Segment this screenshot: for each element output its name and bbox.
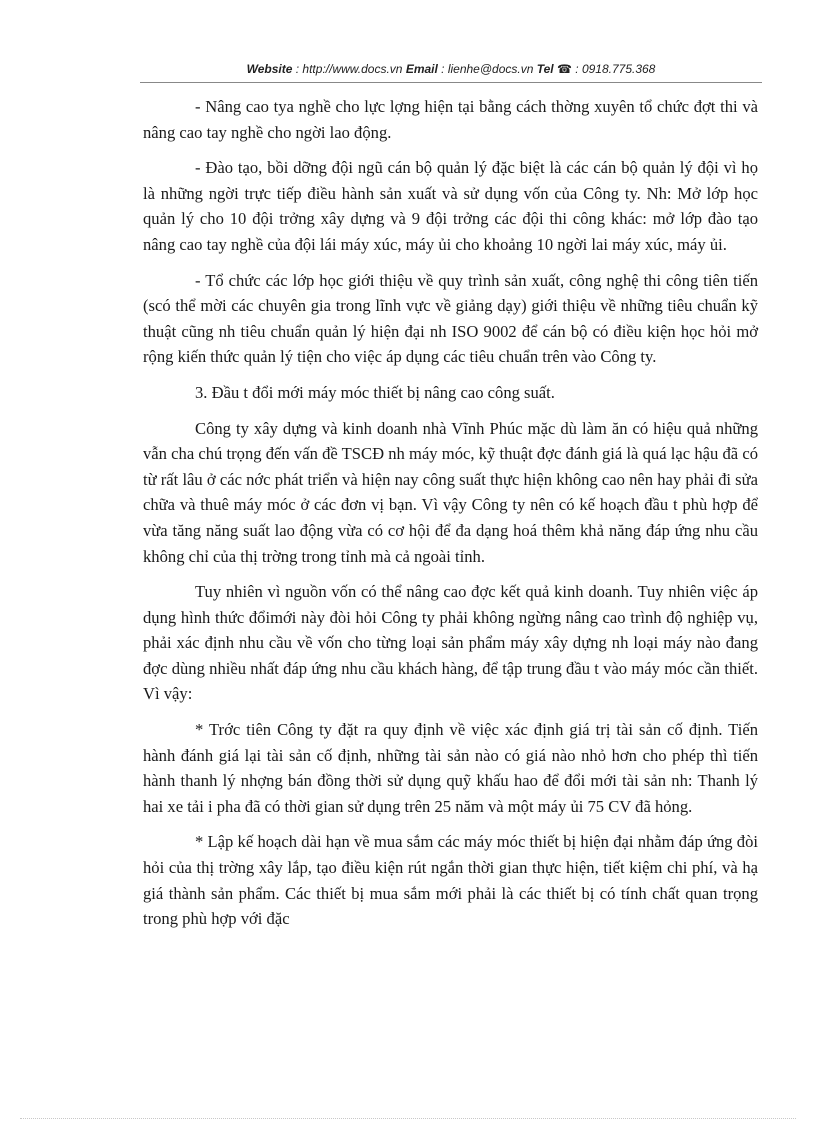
phone-icon: ☎ — [556, 62, 572, 76]
paragraph-6: * Trớc tiên Công ty đặt ra quy định về việc xác định giá trị tài sản cố định. Tiến hành đánh giá lại tài sản cố định, những tài sản nào có giá nào nhỏ hơn cho phép thì tiến hành thanh lý nhợng bán đồng thời sử dụng quỹ khấu hao để đổi mới tài sản nh: Thanh lý hai xe tải i pha đã có thời gian sử dụng trên 25 năm và một máy ủi 75 CV đã hỏng. — [143, 720, 758, 816]
page-bottom-divider — [20, 1118, 796, 1119]
paragraph-4: Công ty xây dựng và kinh doanh nhà Vĩnh Phúc mặc dù làm ăn có hiệu quả những vẫn cha chú trọng đến vấn đề TSCĐ nh máy móc, kỹ thuật đợc đánh giá là quá lạc hậu đã có từ rất lâu ở các nớc phát triển và hiện nay công suất thực hiện không cao nên hay phải đi sửa chữa và thuê máy móc ở các đơn vị bạn. Vì vậy Công ty nên có kế hoạch đầu t phù hợp để vừa tăng năng suất lao động vừa có cơ hội để đa dạng hoá thêm khả năng đáp ứng nhu cầu không chỉ của thị trờng trong tỉnh mà cả ngoài tỉnh. — [143, 418, 758, 566]
website-url[interactable]: : http://www.docs.vn — [292, 62, 406, 76]
document-body — [143, 94, 758, 942]
paragraph-5: Tuy nhiên vì nguồn vốn có thể nâng cao đợc kết quả kinh doanh. Tuy nhiên việc áp dụng hình thức đổimới này đòi hỏi Công ty phải không ngừng nâng cao trình độ nghiệp vụ, phải xác định nhu cầu về vốn cho từng loại sản phẩm máy xây dựng nh loại máy nào đang đợc dùng nhiều nhất đáp ứng nhu cầu khách hàng, để tập trung đầu t vào máy móc cần thiết. Vì vậy: — [143, 582, 758, 704]
website-label: Website — [246, 62, 293, 76]
paragraph-1: - Nâng cao tya nghề cho lực lợng hiện tại bằng cách thờng xuyên tổ chức đợt thi và nâng cao tay nghề cho ngời lao động. — [143, 97, 758, 142]
email-label: Email — [405, 62, 438, 76]
page-header — [140, 62, 762, 76]
header-divider — [140, 82, 762, 83]
email-address[interactable]: : lienhe@docs.vn — [437, 62, 537, 76]
paragraph-7: * Lập kế hoạch dài hạn về mua sắm các máy móc thiết bị hiện đại nhằm đáp ứng đòi hỏi của thị trờng xây lắp, tạo điều kiện rút ngắn thời gian thực hiện, tiết kiệm chi phí, và hạ giá thành sản phẩm. Các thiết bị mua sắm mới phải là các thiết bị có tính chất quan trọng trong phù hợp với đặc — [143, 832, 758, 929]
section-heading: 3. Đầu t đổi mới máy móc thiết bị nâng cao công suất. — [195, 382, 555, 402]
tel-number: : 0918.775.368 — [571, 62, 656, 76]
paragraph-3: - Tổ chức các lớp học giới thiệu về quy trình sản xuất, công nghệ thi công tiên tiến (scó thể mời các chuyên gia trong lĩnh vực về giảng dạy) giới thiệu về những tiêu chuẩn kỹ thuật cũng nh tiêu chuẩn quản lý hiện đại nh ISO 9002 để cán bộ có điều kiện học hỏi mở rộng kiến thức quản lý tiện cho việc áp dụng các tiêu chuẩn trên vào Công ty. — [143, 270, 758, 367]
tel-label: Tel — [536, 62, 554, 76]
paragraph-2: - Đào tạo, bồi dỡng đội ngũ cán bộ quản lý đặc biệt là các cán bộ quản lý đội vì họ là những ngời trực tiếp điều hành sản xuất và sử dụng vốn của Công ty. Nh: Mở lớp học quản lý cho 10 đội trởng xây dựng và 9 đội trởng các đội thi công khác: mở lớp đào tạo nâng cao tay nghề của đội lái máy xúc, máy ủi cho khoảng 10 ngời lai máy xúc, máy ủi. — [143, 158, 758, 254]
